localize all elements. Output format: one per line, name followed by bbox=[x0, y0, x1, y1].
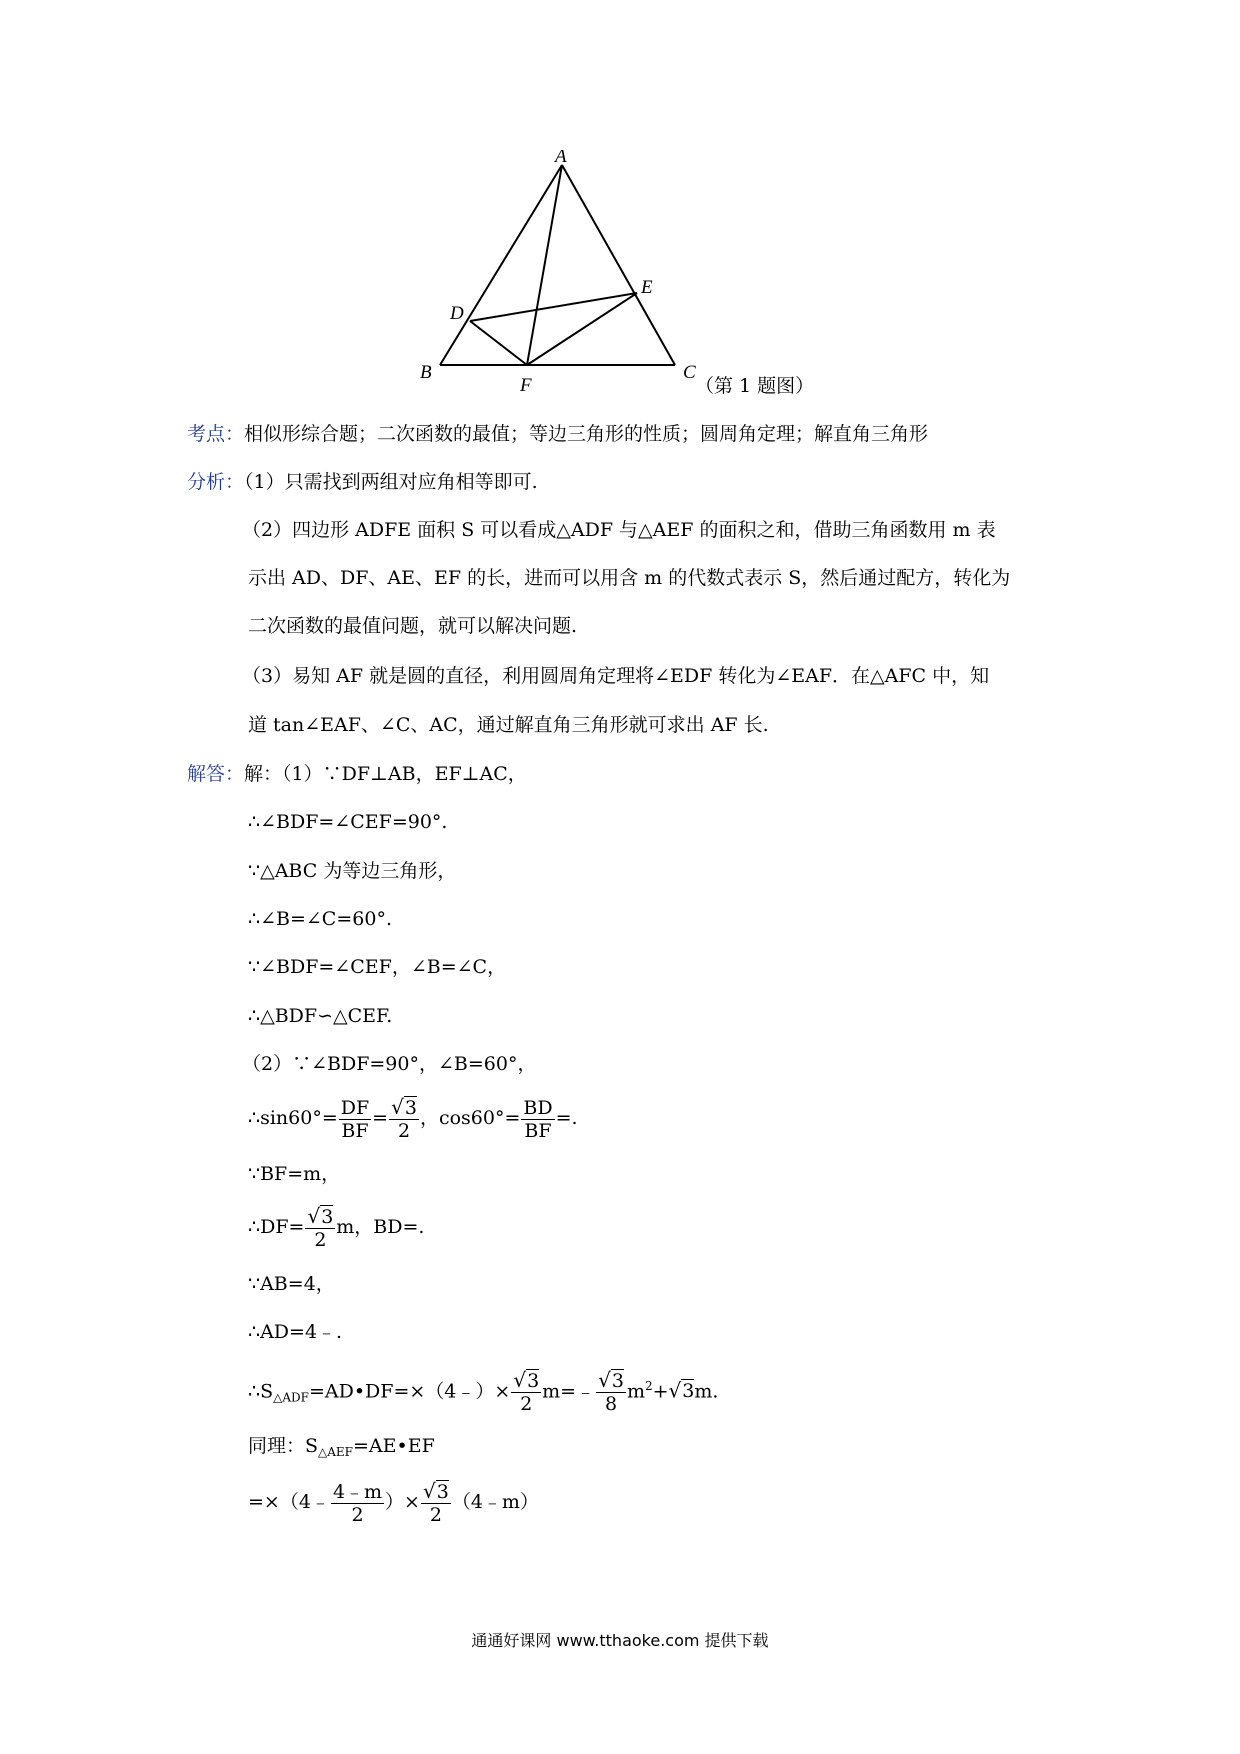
step-8-prefix: ∴sin60°= bbox=[248, 1107, 338, 1129]
solution-step-5: ∵∠BDF=∠CEF，∠B=∠C， bbox=[248, 956, 507, 978]
sqrt-icon: √ bbox=[422, 1479, 436, 1503]
solution-step-3: ∵△ABC 为等边三角形， bbox=[248, 860, 457, 882]
vertex-f-label: F bbox=[520, 375, 532, 396]
fraction-denominator: 2 bbox=[351, 1503, 364, 1526]
step-13-end: m. bbox=[694, 1380, 719, 1403]
solution-step-11: ∵AB=4， bbox=[248, 1273, 335, 1295]
radicand: 3 bbox=[436, 1481, 449, 1503]
solution-step-15 bbox=[248, 1478, 539, 1526]
kaodian-label: 考点： bbox=[187, 423, 245, 445]
step-10-suffix: m，BD=. bbox=[336, 1216, 425, 1238]
segment-df bbox=[470, 321, 527, 365]
fraction-sqrt3-2 bbox=[389, 1096, 419, 1142]
radicand: 3 bbox=[321, 1206, 334, 1228]
step-15-mid: ）× bbox=[385, 1491, 420, 1513]
fraction-denominator: 2 bbox=[397, 1120, 411, 1142]
step-13-m2: m bbox=[626, 1380, 645, 1403]
fraction-denominator: 2 bbox=[520, 1393, 533, 1416]
step-14-prefix: 同理：S bbox=[248, 1435, 319, 1457]
fraction-sqrt3-2 bbox=[421, 1480, 451, 1526]
sqrt-icon: √ bbox=[513, 1368, 527, 1393]
step-8-end: =. bbox=[555, 1107, 578, 1129]
fraction-sqrt3-2 bbox=[305, 1205, 335, 1251]
fraction-denominator: 2 bbox=[429, 1504, 442, 1526]
fenxi-line-2c: 二次函数的最值问题，就可以解决问题. bbox=[248, 615, 578, 637]
superscript-2: 2 bbox=[644, 1379, 653, 1393]
subscript-aef: △AEF bbox=[318, 1445, 354, 1459]
page-footer: 通通好课网 www.tthaoke.com 提供下载 bbox=[471, 1631, 769, 1650]
solution-step-12: ∴AD=4﹣. bbox=[248, 1321, 343, 1343]
fraction-sqrt3-8 bbox=[596, 1369, 626, 1415]
jieda-line-1 bbox=[187, 760, 527, 788]
radicand: 3 bbox=[527, 1370, 540, 1393]
vertex-b-label: B bbox=[420, 362, 432, 383]
step-10-prefix: ∴DF= bbox=[248, 1216, 305, 1238]
equals-sign: = bbox=[372, 1107, 389, 1129]
solution-step-6: ∴△BDF∽△CEF. bbox=[248, 1005, 393, 1027]
segment-ac bbox=[562, 165, 675, 365]
triangle-figure bbox=[400, 150, 740, 400]
fenxi-line-3b: 道 tan∠EAF、∠C、AC，通过解直角三角形就可求出 AF 长. bbox=[248, 714, 769, 736]
solution-step-8 bbox=[248, 1094, 578, 1142]
step-13-m: m=﹣ bbox=[542, 1380, 596, 1403]
jieda-text-1: 解：（1）∵DF⊥AB，EF⊥AC， bbox=[244, 763, 527, 785]
subscript-adf: △ADF bbox=[273, 1390, 309, 1405]
fraction-sqrt3-2 bbox=[511, 1369, 541, 1415]
kaodian-line bbox=[187, 420, 928, 448]
fraction-denominator: BF bbox=[524, 1119, 552, 1142]
fenxi-line-3a: （3）易知 AF 就是圆的直径，利用圆周角定理将∠EDF 转化为∠EAF．在△AFC 中，知 bbox=[242, 665, 990, 687]
step-8-cos: ，cos60°= bbox=[419, 1107, 521, 1129]
sqrt-icon: √ bbox=[391, 1095, 404, 1119]
radicand: 3 bbox=[682, 1380, 695, 1403]
step-13-prefix: ∴S bbox=[248, 1380, 274, 1403]
fraction-bd-bf bbox=[521, 1097, 554, 1142]
fraction-numerator: 4﹣m bbox=[332, 1480, 383, 1503]
fraction-numerator: BD bbox=[523, 1096, 553, 1119]
fraction-denominator: 2 bbox=[314, 1229, 327, 1251]
fraction-df-bf bbox=[339, 1097, 371, 1142]
solution-step-13 bbox=[248, 1362, 718, 1421]
segment-de bbox=[470, 293, 637, 321]
radicand: 3 bbox=[611, 1370, 624, 1393]
solution-step-14 bbox=[248, 1432, 435, 1466]
solution-step-2: ∴∠BDF=∠CEF=90°. bbox=[248, 811, 448, 833]
sqrt-icon: √ bbox=[668, 1378, 682, 1403]
step-15-end: （4﹣m） bbox=[451, 1491, 539, 1513]
sqrt-icon: √ bbox=[598, 1368, 611, 1393]
solution-step-4: ∴∠B=∠C=60°. bbox=[248, 908, 392, 930]
fraction-numerator: DF bbox=[340, 1096, 370, 1119]
step-14-suffix: =AE•EF bbox=[353, 1435, 435, 1457]
sqrt-icon: √ bbox=[307, 1204, 321, 1228]
plus-sign: + bbox=[652, 1380, 669, 1403]
fraction-denominator: 8 bbox=[604, 1393, 618, 1416]
step-15-prefix: =×（4﹣ bbox=[248, 1491, 330, 1513]
vertex-a-label: A bbox=[555, 150, 567, 167]
figure-caption: （第 1 题图） bbox=[695, 375, 815, 397]
jieda-label: 解答： bbox=[187, 763, 245, 785]
fenxi-text-1: （1）只需找到两组对应角相等即可. bbox=[244, 471, 538, 493]
vertex-e-label: E bbox=[641, 277, 653, 298]
vertex-c-label: C bbox=[683, 362, 696, 383]
fenxi-label: 分析： bbox=[187, 471, 245, 493]
segment-ef bbox=[527, 293, 637, 365]
fenxi-line-2b: 示出 AD、DF、AE、EF 的长，进而可以用含 m 的代数式表示 S，然后通过配方，转化为 bbox=[248, 567, 1011, 589]
radicand: 3 bbox=[404, 1097, 417, 1119]
vertex-d-label: D bbox=[450, 303, 464, 324]
step-13-mid: =AD•DF=×（4﹣）× bbox=[308, 1380, 511, 1403]
solution-step-7: （2）∵∠BDF=90°，∠B=60°， bbox=[242, 1053, 537, 1075]
solution-step-9: ∵BF=m， bbox=[248, 1163, 341, 1185]
fenxi-line-2a: （2）四边形 ADFE 面积 S 可以看成△ADF 与△AEF 的面积之和，借助三角函数用 m 表 bbox=[242, 519, 996, 541]
fraction-4-pi-2 bbox=[331, 1481, 384, 1526]
fenxi-line-1 bbox=[187, 468, 538, 496]
solution-step-10 bbox=[248, 1203, 424, 1251]
kaodian-text: 相似形综合题；二次函数的最值；等边三角形的性质；圆周角定理；解直角三角形 bbox=[244, 423, 929, 445]
fraction-denominator: BF bbox=[341, 1119, 369, 1142]
